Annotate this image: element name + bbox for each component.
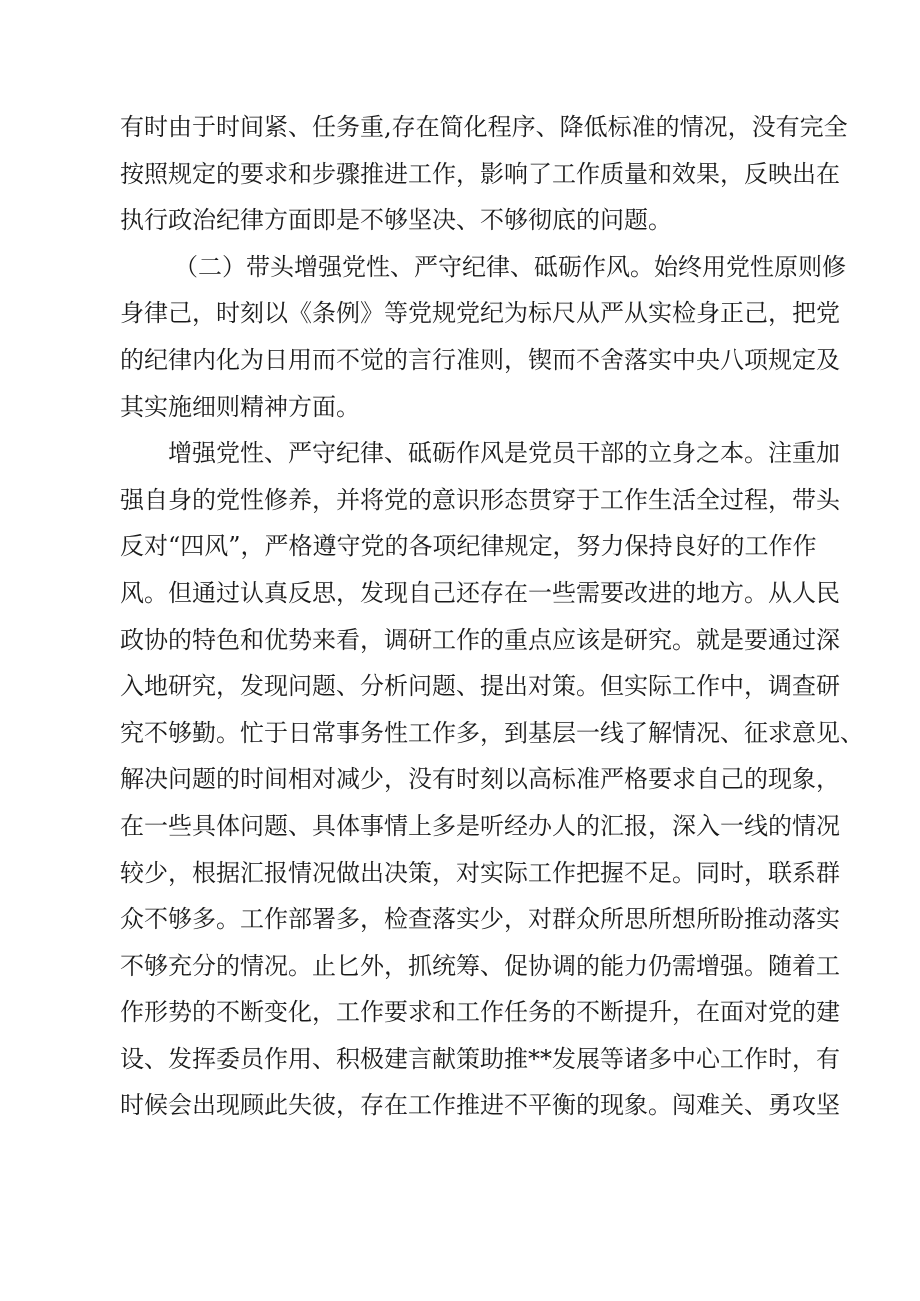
paragraph-continuation bbox=[120, 104, 848, 244]
paragraph-body bbox=[120, 430, 864, 1129]
text-line: 解决问题的时间相对减少，没有时刻以高标准严格要求自己的现象， bbox=[120, 765, 840, 794]
text-line: 身律己，时刻以《条例》等党规党纪为标尺从严从实检身正己，把党 bbox=[120, 299, 840, 328]
document-body bbox=[120, 104, 864, 1129]
text-line: 风。但通过认真反思，发现自己还存在一些需要改进的地方。从人民 bbox=[120, 578, 840, 607]
text-line: 增强党性、严守纪律、砥砺作风是党员干部的立身之本。注重加 bbox=[168, 439, 840, 468]
text-line: 强自身的党性修养，并将党的意识形态贯穿于工作生活全过程，带头 bbox=[120, 485, 840, 514]
text-line: 反对“四风”，严格遵守党的各项纪律规定，努力保持良好的工作作 bbox=[120, 532, 817, 561]
text-line: 究不够勤。忙于日常事务性工作多，到基层一线了解情况、征求意见、 bbox=[120, 718, 864, 747]
text-line: 其实施细则精神方面。 bbox=[120, 392, 360, 421]
text-line: 的纪律内化为日用而不觉的言行准则，锲而不舍落实中央八项规定及 bbox=[120, 345, 840, 374]
text-line: 入地研究，发现问题、分析问题、提出对策。但实际工作中，调查研 bbox=[120, 672, 840, 701]
text-line: 较少，根据汇报情况做出决策，对实际工作把握不足。同时，联系群 bbox=[120, 858, 840, 887]
text-line: （二）带头增强党性、严守纪律、砥砺作风。始终用党性原则修 bbox=[174, 252, 846, 281]
text-line: 执行政治纪律方面即是不够坚决、不够彻底的问题。 bbox=[120, 206, 672, 235]
text-line: 作形势的不断变化，工作要求和工作任务的不断提升，在面对党的建 bbox=[120, 998, 840, 1027]
text-line: 政协的特色和优势来看，调研工作的重点应该是研究。就是要通过深 bbox=[120, 625, 840, 654]
text-line: 有时由于时间紧、任务重,存在简化程序、降低标准的情况，没有完全 bbox=[120, 113, 848, 141]
paragraph-section-heading bbox=[120, 244, 846, 430]
text-line: 设、发挥委员作用、积极建言献策助推**发展等诸多中心工作时，有 bbox=[120, 1044, 840, 1073]
text-line: 不够充分的情况。止匕外，抓统筹、促协调的能力仍需增强。随着工 bbox=[120, 951, 840, 980]
text-line: 众不够多。工作部署多，检查落实少，对群众所思所想所盼推动落实 bbox=[120, 905, 840, 934]
text-line: 时候会出现顾此失彼，存在工作推进不平衡的现象。闯难关、勇攻坚 bbox=[120, 1091, 840, 1120]
text-line: 按照规定的要求和步骤推进工作，影响了工作质量和效果，反映出在 bbox=[120, 159, 840, 188]
text-line: 在一些具体问题、具体事情上多是听经办人的汇报，深入一线的情况 bbox=[120, 811, 840, 840]
